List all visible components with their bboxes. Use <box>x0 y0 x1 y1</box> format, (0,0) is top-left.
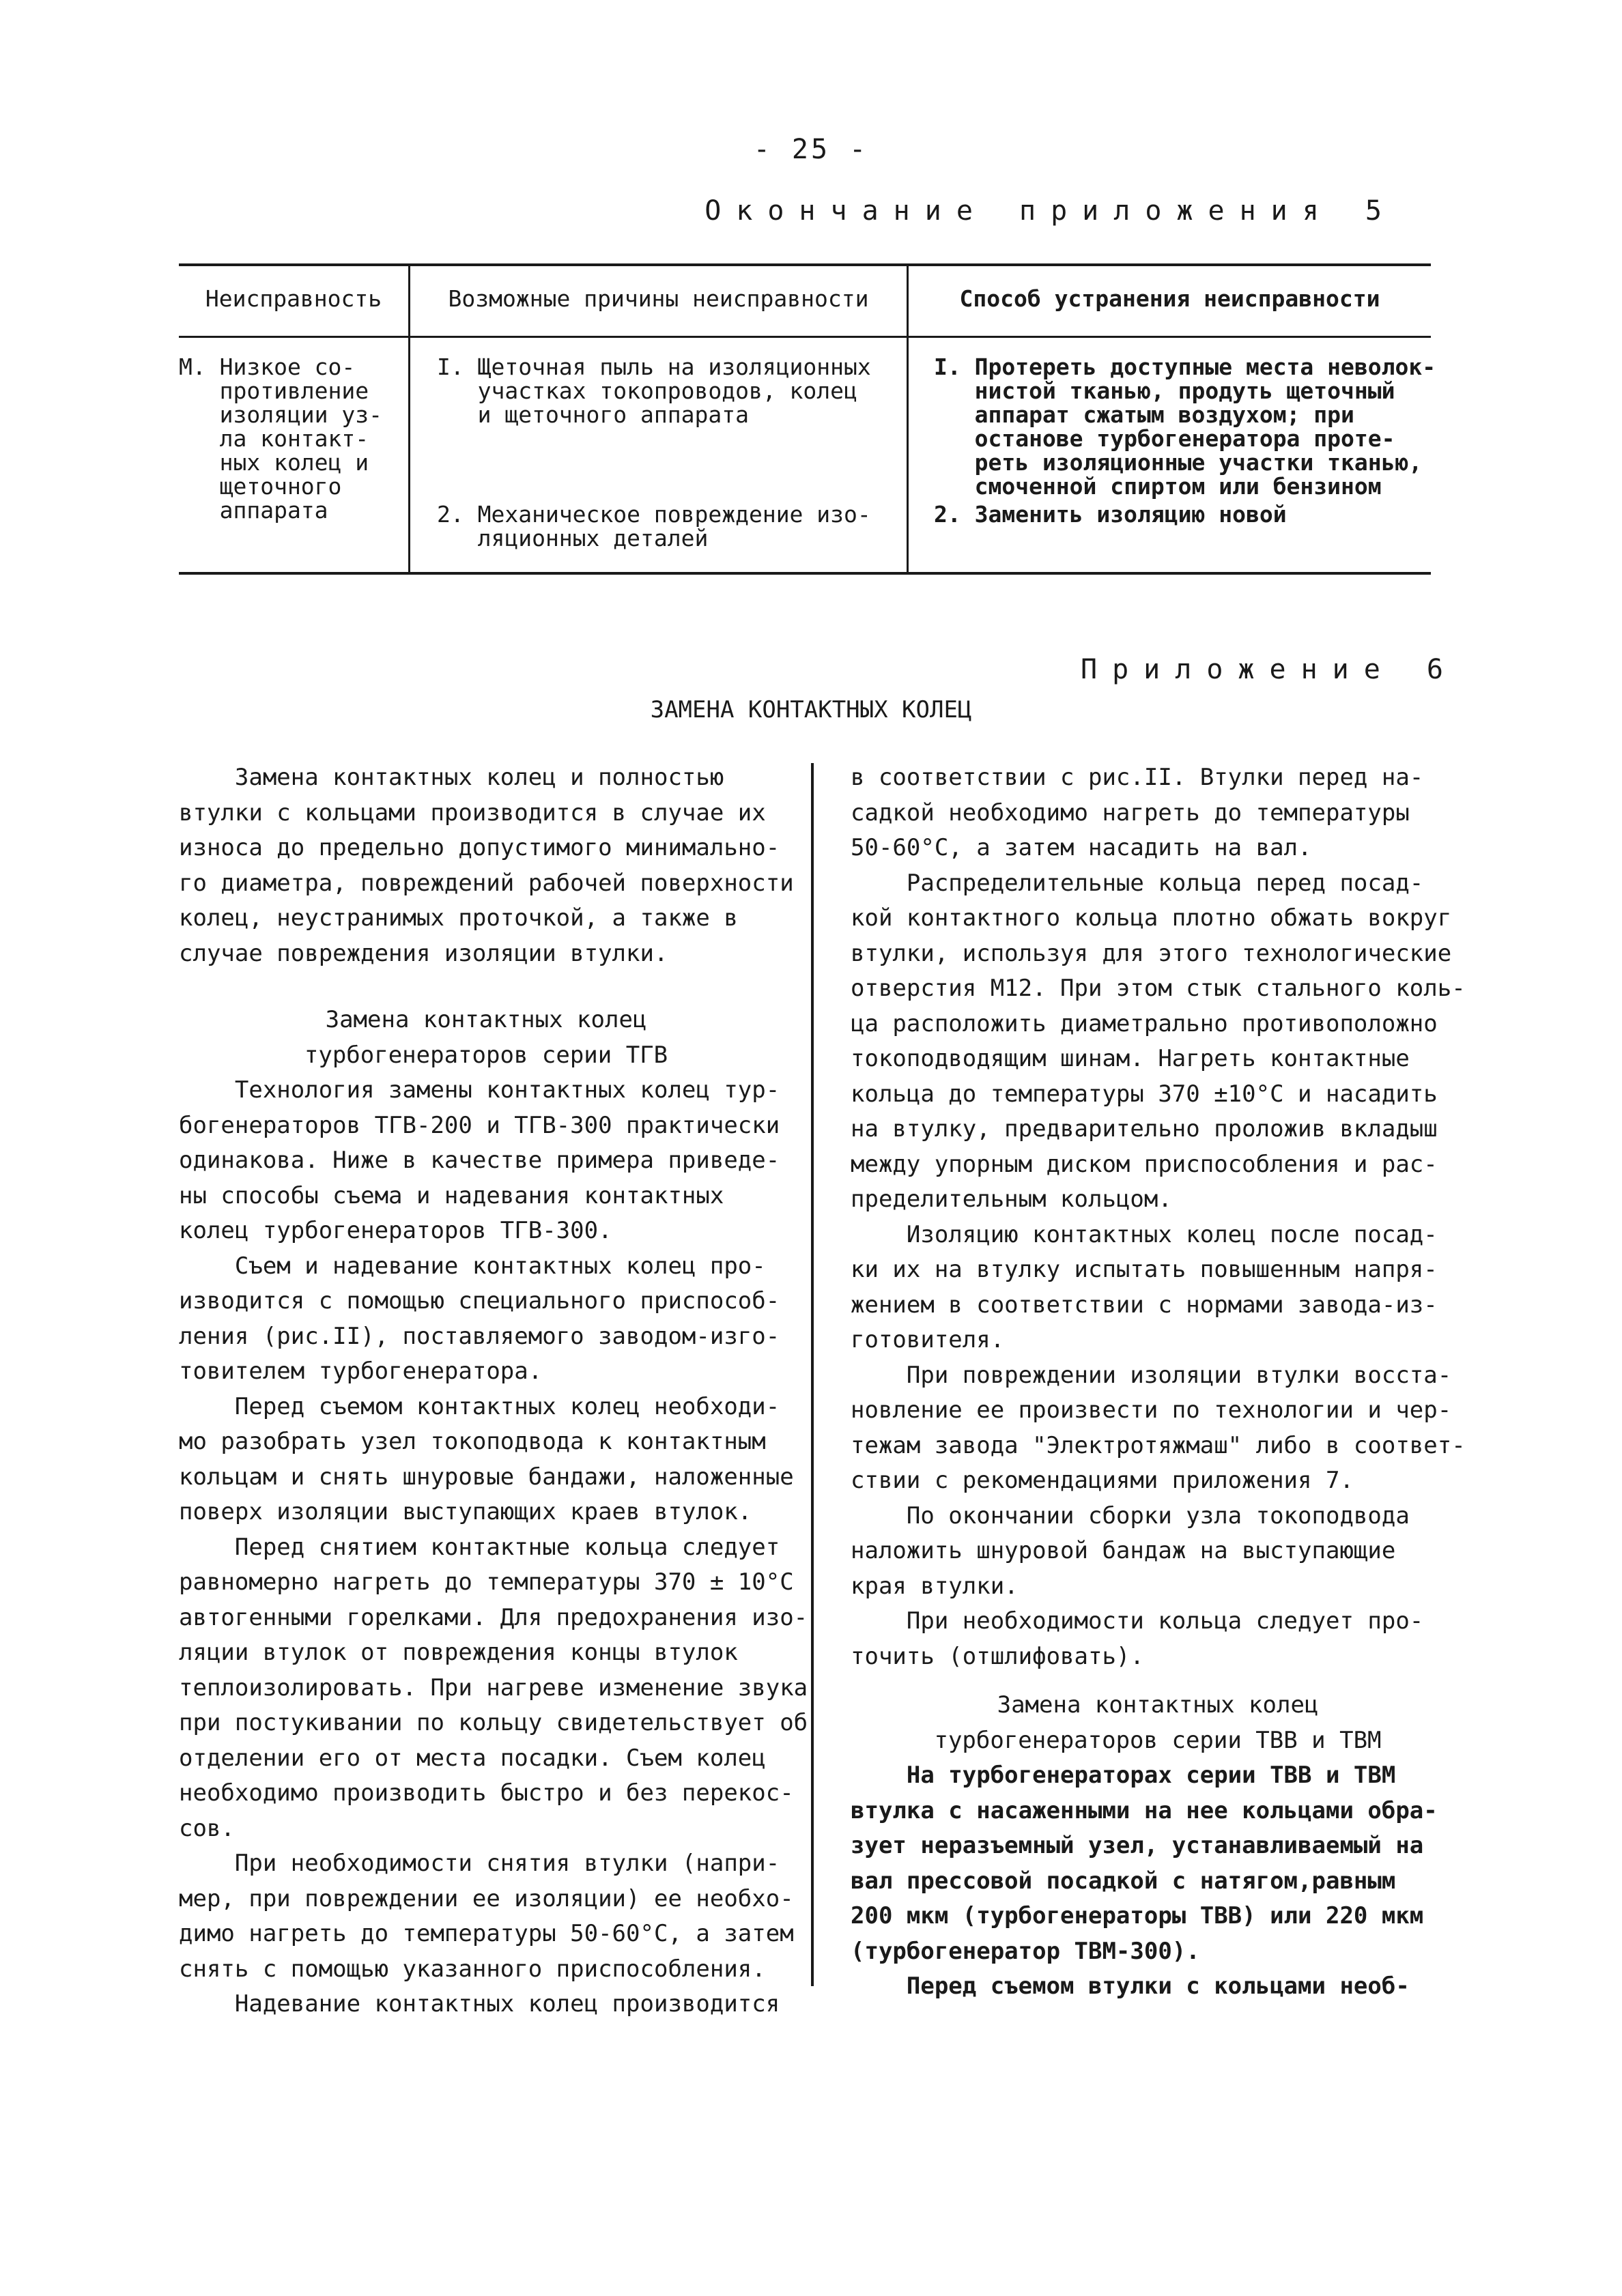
table-header-causes: Возможные причины неисправности <box>448 285 869 312</box>
paragraph: Изоляцию контактных колец после посад- ки их на втулку испытать повышенным напря- жением в соответствии с нормами завода-из- готовителя. <box>851 1220 1438 1353</box>
column-divider <box>811 763 814 1986</box>
paragraph: На турбогенераторах серии ТВВ и ТВМ втулка с насаженными на нее кольцами обра- зует неразъемный узел, устанавливаемый на вал прессовой посадкой с натягом,равным 200 мкм (турбогенераторы ТВВ) или 220 мкм (турбогенератор ТВМ-300). <box>851 1762 1438 1965</box>
table-cell-remedy-2: 2. Заменить изоляцию новой <box>934 501 1287 528</box>
right-column <box>851 760 1465 2005</box>
paragraph: Распределительные кольца перед посад- кой контактного кольца плотно обжать вокруг втулки, используя для этого технологические отверстия М12. При этом стык стального коль- ца расположить диаметрально противоположно токоподводящим шинам. Нагреть контактные кольца до температуры 370 ±10°С и насадить на втулку, предварительно проложив вкладыш между упорным диском приспособления и рас- пределительным кольцом. <box>851 869 1466 1213</box>
fault-table <box>179 263 1436 575</box>
paragraph: Перед съемом контактных колец необходи- мо разобрать узел токоподвода к контактным кольцам и снять шнуровые бандажи, наложенные поверх изоляции выступающих краев втулок. <box>179 1392 794 1525</box>
paragraph: При повреждении изоляции втулки восста- новление ее произвести по технологии и чер- тежам завода "Электротяжмаш" либо в соответ- ствии с рекомендациями приложения 7. <box>851 1361 1466 1494</box>
left-column <box>179 760 808 2022</box>
paragraph: Замена контактных колец и полностью втулки с кольцами производится в случае их износа до предельно допустимого минимально- го диаметра, повреждений рабочей поверхности колец, неустранимых проточкой, а также в случае повреждения изоляции втулки. <box>179 764 794 967</box>
page-number: - 25 - <box>753 134 869 165</box>
table-cell-remedy-1: I. Протереть доступные места неволок- нистой тканью, продуть щеточный аппарат сжатым воздухом; при останове турбогенератора проте- реть изоляционные участки тканью, смоченной спиртом или бензином <box>934 354 1436 500</box>
paragraph: Перед снятием контактные кольца следует равномерно нагреть до температуры 370 ± 10°С автогенными горелками. Для предохранения изо- ляции втулок от повреждения концы втулок теплоизолировать. При нагреве изменение звука при постукивании по кольцу свидетельствует об отделении его от места посадки. Съем колец необходимо производить быстро и без перекос- сов. <box>179 1533 808 1842</box>
appendix-end-heading: Окончание приложения 5 <box>705 195 1397 227</box>
paragraph: По окончании сборки узла токоподвода наложить шнуровой бандаж на выступающие края втулки. <box>851 1502 1410 1600</box>
table-header-rule <box>179 336 1431 338</box>
appendix-6-label: Приложение 6 <box>1081 654 1458 685</box>
table-cell-cause-1: I. Щеточная пыль на изоляционных участках токопроводов, колец и щеточного аппарата <box>437 354 871 428</box>
subsection-title: Замена контактных колец турбогенераторов серии ТВВ и ТВМ <box>934 1691 1382 1754</box>
paragraph: При необходимости кольца следует про- точить (отшлифовать). <box>851 1607 1424 1670</box>
paragraph: Перед съемом втулки с кольцами необ- <box>851 1972 1410 2000</box>
table-cell-fault: М. Низкое со- противление изоляции уз- ла контакт- ных колец и щеточного аппарата <box>179 354 383 523</box>
paragraph: в соответствии с рис.II. Втулки перед на- садкой необходимо нагреть до температуры 50-60°С, а затем насадить на вал. <box>851 764 1424 861</box>
paragraph: Съем и надевание контактных колец про- изводится с помощью специального приспособ- ления (рис.II), поставляемого заводом-изго- товителем турбогенератора. <box>179 1252 780 1385</box>
table-cell-cause-2: 2. Механическое повреждение изо- ляционных деталей <box>437 501 871 551</box>
table-header-fault: Неисправность <box>205 285 382 312</box>
subsection-title: Замена контактных колец турбогенераторов серии ТГВ <box>304 1006 668 1069</box>
table-header-remedy: Способ устранения неисправности <box>959 285 1380 312</box>
section-title: ЗАМЕНА КОНТАКТНЫХ КОЛЕЦ <box>650 696 972 723</box>
paragraph: При необходимости снятия втулки (напри- мер, при повреждении ее изоляции) ее необхо- димо нагреть до температуры 50-60°С, а затем снять с помощью указанного приспособления. <box>179 1850 794 1983</box>
paragraph: Технология замены контактных колец тур- богенераторов ТГВ-200 и ТГВ-300 практически одинакова. Ниже в качестве примера приведе- ны способы съема и надевания контактных колец турбогенераторов ТГВ-300. <box>179 1076 780 1244</box>
paragraph: Надевание контактных колец производится <box>179 1990 780 2018</box>
